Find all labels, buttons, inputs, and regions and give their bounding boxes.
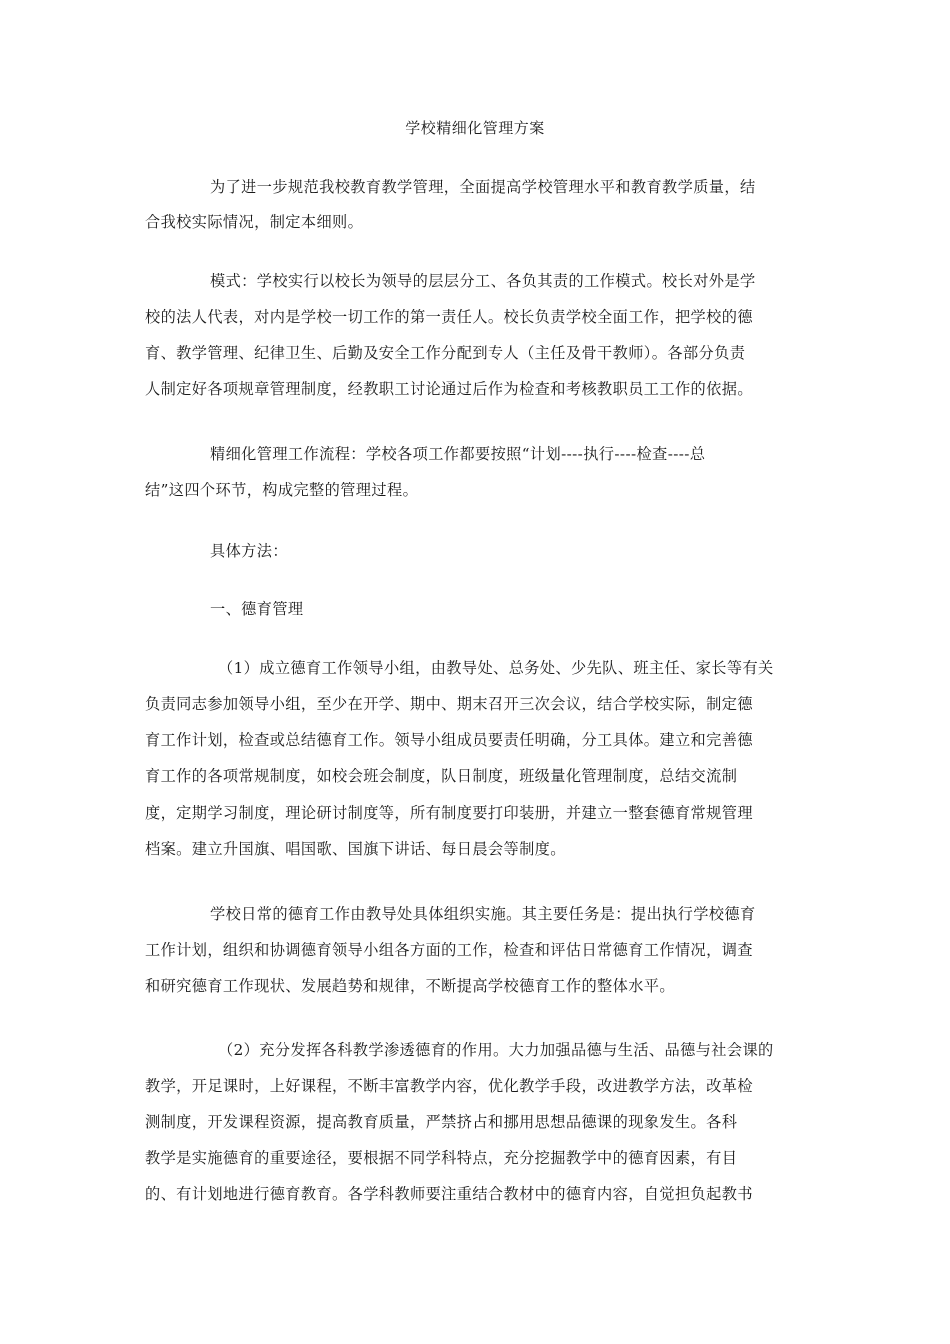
paragraph-line: 结”这四个环节，构成完整的管理过程。 xyxy=(145,481,419,499)
paragraph-line: 校的法人代表，对内是学校一切工作的第一责任人。校长负责学校全面工作，把学校的德 xyxy=(145,308,753,326)
paragraph-line: 测制度，开发课程资源，提高教育质量，严禁挤占和挪用思想品德课的现象发生。各科 xyxy=(145,1113,738,1131)
paragraph-line: 人制定好各项规章管理制度，经教职工讨论通过后作为检查和考核教职员工工作的依据。 xyxy=(145,380,753,398)
paragraph-line: 和研究德育工作现状、发展趋势和规律，不断提高学校德育工作的整体水平。 xyxy=(145,977,675,995)
paragraph-line: 育工作的各项常规制度，如校会班会制度，队日制度，班级量化管理制度，总结交流制 xyxy=(145,767,738,785)
paragraph-line: 的、有计划地进行德育教育。各学科教师要注重结合教材中的德育内容，自觉担负起教书 xyxy=(145,1185,753,1203)
paragraph-line: 育、教学管理、纪律卫生、后勤及安全工作分配到专人（主任及骨干教师）。各部分负责 xyxy=(145,344,746,362)
paragraph-line: 精细化管理工作流程：学校各项工作都要按照“计划----执行----检查----总 xyxy=(210,445,706,463)
document-title: 学校精细化管理方案 xyxy=(405,119,545,137)
paragraph-line: 合我校实际情况，制定本细则。 xyxy=(145,213,364,231)
paragraph-line: 为了进一步规范我校教育教学管理，全面提高学校管理水平和教育教学质量，结 xyxy=(210,178,756,196)
paragraph-line: 教学是实施德育的重要途径，要根据不同学科特点，充分挖掘教学中的德育因素，有目 xyxy=(145,1149,738,1167)
paragraph-line: 度，定期学习制度，理论研讨制度等，所有制度要打印装册，并建立一整套德育常规管理 xyxy=(145,804,753,822)
paragraph-line: 档案。建立升国旗、唱国歌、国旗下讲话、每日晨会等制度。 xyxy=(145,840,566,858)
paragraph-line: 教学，开足课时，上好课程，不断丰富教学内容，优化教学手段，改进教学方法，改革检 xyxy=(145,1077,753,1095)
paragraph-line: （1）成立德育工作领导小组，由教导处、总务处、少先队、班主任、家长等有关 xyxy=(218,659,774,677)
section-label: 具体方法： xyxy=(210,542,288,560)
paragraph-line: 工作计划，组织和协调德育领导小组各方面的工作，检查和评估日常德育工作情况，调查 xyxy=(145,941,753,959)
section-heading: 一、德育管理 xyxy=(210,600,304,618)
paragraph-line: 育工作计划，检查或总结德育工作。领导小组成员要责任明确，分工具体。建立和完善德 xyxy=(145,731,753,749)
paragraph-line: （2）充分发挥各科教学渗透德育的作用。大力加强品德与生活、品德与社会课的 xyxy=(218,1041,774,1059)
paragraph-line: 模式：学校实行以校长为领导的层层分工、各负其责的工作模式。校长对外是学 xyxy=(210,272,756,290)
paragraph-line: 学校日常的德育工作由教导处具体组织实施。其主要任务是：提出执行学校德育 xyxy=(210,905,756,923)
paragraph-line: 负责同志参加领导小组，至少在开学、期中、期末召开三次会议，结合学校实际，制定德 xyxy=(145,695,753,713)
